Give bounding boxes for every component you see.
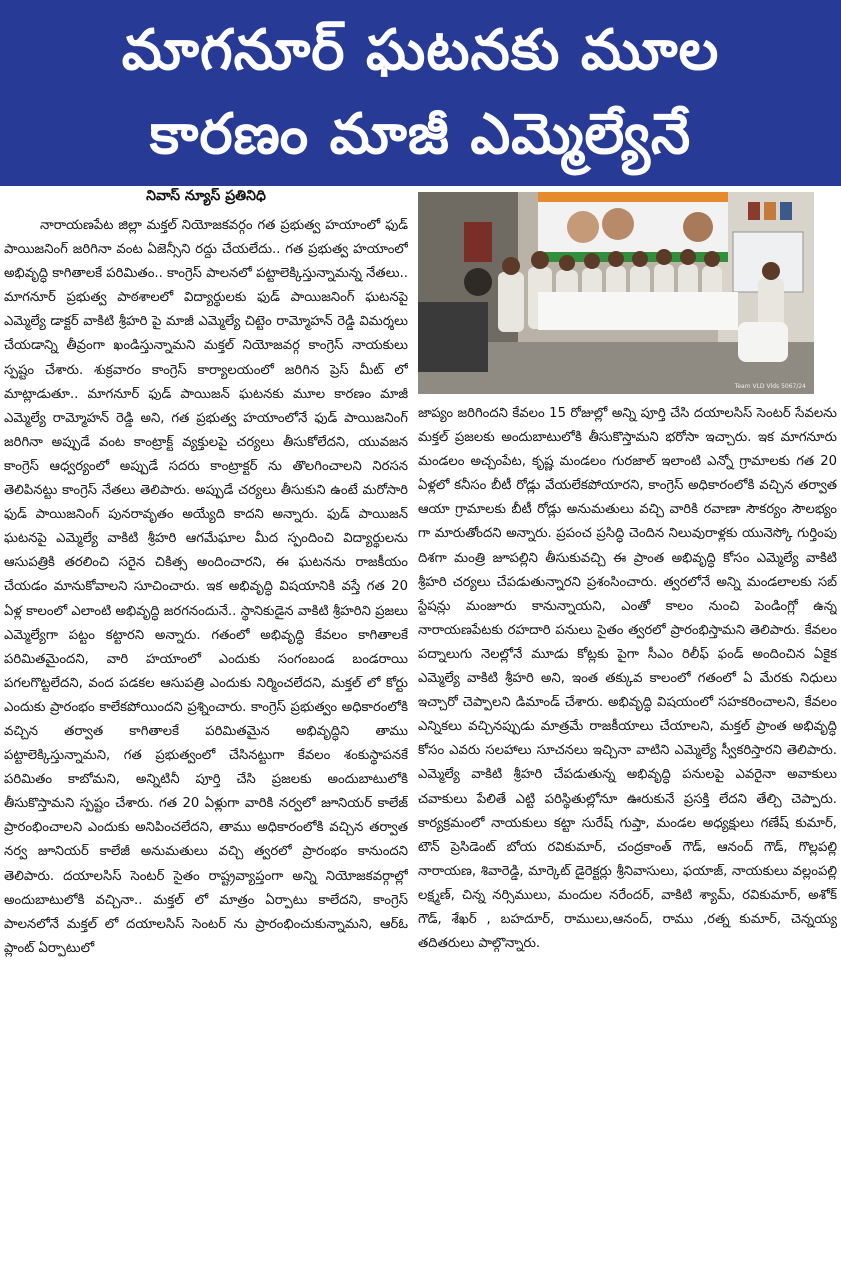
article-column-right	[418, 402, 837, 1274]
press-meet-photo	[418, 192, 814, 394]
article-paragraph: జాప్యం జరిగిందని కేవలం 15 రోజుల్లో అన్ని పూర్తి చేసి దయాలసిస్ సెంటర్ సేవలను మక్తల్ ప్రజలకు అందుబాటులోకి తీసుకొస్తామని భరోసా ఇచ్చారు. ఇక మాగనూరు మండలం అచ్చంపేట, కృష్ణ మండలం గురజాల్ ఇలాంటి ఎన్నో గ్రామాలకు గత 20 ఏళ్లలో కనీసం బీటీ రోడ్లు వేయలేకపోయారని, కాంగ్రెస్ అధికారంలోకి వచ్చిన తర్వాత ఆయా గ్రామాలకు బీటీ రోడ్లు అనుమతులు వచ్చి వారికి రవాణా సౌకర్యం సౌలభ్యం గా మారుతోందని అన్నారు. ప్రపంచ ప్రసిద్ధి చెందిన నిలువురాళ్లకు యునెస్కో గుర్తింపు దిశగా మంత్రి జూపల్లిని తీసుకువచ్చి ఈ ప్రాంత అభివృద్ధి కోసం ఎమ్మెల్యే వాకిటి శ్రీహరి చర్యలు చేపడుతున్నారని ప్రశంసించారు. త్వరలోనే అన్ని మండలాలకు సబ్ స్టేషన్లు మంజూరు కానున్నాయని, ఎంతో కాలం నుంచి పెండింగ్లో ఉన్న నారాయణపేటకు రహదారి పనులు సైతం త్వరలో ప్రారంభిస్తామని తెలిపారు. కేవలం పద్నాలుగు నెలల్లోనే మూడు కోట్లకు పైగా సీఎం రిలీఫ్ ఫండ్ అందించిన ఏకైక ఎమ్మెల్యే వాకిటి శ్రీహరి అని, ఇంత తక్కువ కాలంలో గతంలో ఏ మేరకు నిధులు ఇచ్చారో చెప్పాలని డిమాండ్ చేశారు. అభివృద్ధి విషయంలో సహకరించాలని, కేవలం ఎన్నికలు వచ్చినప్పుడు మాత్రమే రాజకీయాలు చేయాలని, మక్తల్ ప్రాంత అభివృద్ధి కోసం ఎవరు సలహాలు సూచనలు ఇచ్చినా వాటిని ఎమ్మెల్యే స్వీకరిస్తారని తెలిపారు. ఎమ్మెల్యే వాకిటి శ్రీహరి చేపడుతున్న అభివృద్ధి పనులపై ఎవరైనా అవాకులు చవాకులు పేలితే ఎట్టి పరిస్థితుల్లోనూ ఊరుకునే ప్రసక్తి లేదని తేల్చి చెప్పారు. కార్యక్రమంలో నాయకులు కట్టా సురేష్ గుప్తా, మండల అధ్యక్షులు గణేష్ కుమార్, టౌన్ ప్రెసిడెంట్ బోయ రవికుమార్, చంద్రకాంత్ గౌడ్, ఆనంద్ గౌడ్, గొల్లపల్లి నారాయణ, శివారెడ్డి, మార్కెట్ డైరెక్టర్లు శ్రీనివాసులు, ఫయాజ్, నాయకులు వల్లంపల్లి లక్ష్మణ్, చిన్న నర్సిములు, మందుల నరేందర్, వాకిటి శ్యామ్, రవికుమార్, అశోక్ గౌడ్, శేఖర్ , బహదూర్, రాములు,ఆనంద్, రాము ,రత్న కుమార్, చెన్నయ్య తదితరులు పాల్గొన్నారు.	[418, 406, 837, 952]
press-meet-photo-image	[418, 192, 814, 394]
headline-line-2: కారణం మాజీ ఎమ్మెల్యేనే	[149, 102, 692, 167]
headline-banner	[0, 0, 841, 186]
article-column-left	[4, 214, 408, 1274]
headline-line-1: మాగనూర్ ఘటనకు మూల	[121, 18, 720, 83]
article-paragraph: నారాయణపేట జిల్లా మక్తల్ నియోజకవర్గం గత ప్రభుత్వ హయాంలో ఫుడ్ పాయిజనింగ్ జరిగినా వంట ఏజెన్సీని రద్దు చేయలేదు.. గత ప్రభుత్వ హయాంలో అభివృద్ధి కాగితాలకే పరిమితం.. కాంగ్రెస్ పాలనలో పట్టాలెక్కిస్తున్నామన్న నేతలు.. మాగనూర్ ప్రభుత్వ పాఠశాలలో విద్యార్థులకు ఫుడ్ పాయిజనింగ్ ఘటనపై ఎమ్మెల్యే డాక్టర్ వాకిటి శ్రీహరి పై మాజీ ఎమ్మెల్యే చిట్టెం రామ్మోహన్ రెడ్డి విమర్శలు చేయడాన్ని తీవ్రంగా ఖండిస్తున్నామని మక్తల్ నియోజవర్గ కాంగ్రెస్ నాయకులు స్పష్టం చేశారు. శుక్రవారం కాంగ్రెస్ కార్యాలయంలో జరిగిన ప్రెస్ మీట్ లో మాట్లాడుతూ.. మాగనూర్ ఫుడ్ పాయిజన్ ఘటనకు మూల కారణం మాజీ ఎమ్మెల్యే రామ్మోహన్ రెడ్డి అని, గత ప్రభుత్వ హయాంలోనే ఫుడ్ పాయిజనింగ్ జరిగినా అప్పుడే వంట కాంట్రాక్ట్ వ్యక్తులపై చర్యలు తీసుకోలేదని, యువజన కాంగ్రెస్ ఆధ్వర్యంలో అప్పుడే సదరు కాంట్రాక్టర్ ను తొలగించాలని నిరసన తెలిపినట్టు కాంగ్రెస్ నేతలు తెలిపారు. అప్పుడే చర్యలు తీసుకుని ఉంటే మరోసారి ఫుడ్ పాయిజనింగ్ పునరావృతం అయ్యేది కాదని అన్నారు. ఫుడ్ పాయిజన్ ఘటనపై ఎమ్మెల్యే వాకిటి శ్రీహరి ఆగమేఘాల మీద స్పందించి విద్యార్థులను ఆసుపత్రికి తరలించి సరైన చికిత్స అందించారని, ఈ ఘటనను రాజకీయం చేయడం మానుకోవాలని సూచించారు. ఇక అభివృద్ధి విషయానికి వస్తే గత 20 ఏళ్ల కాలంలో ఎలాంటి అభివృద్ధి జరగనందునే.. స్థానికుడైన వాకిటి శ్రీహరిని ప్రజలు ఎమ్మెల్యేగా పట్టం కట్టారని అన్నారు. గతంలో అభివృద్ధి కేవలం కాగితాలకే పరిమితమైందని, వారి హయాంలో ఎందుకు సంగంబండ బండరాయి పగలగొట్టలేదని, వంద పడకల ఆసుపత్రి ఎందుకు నిర్మించలేదని, మక్తల్ లో కోర్టు ఎందుకు ప్రారంభం కాలేకపోయిందని ప్రశ్నించారు. కాంగ్రెస్ ప్రభుత్వం అధికారంలోకి వచ్చిన తర్వాత కాగితాలకే పరిమితమైన అభివృద్ధిని తాము పట్టాలెక్కిస్తున్నామని, గత ప్రభుత్వంలో చేసినట్టుగా కేవలం శంకుస్థాపనకే పరిమితం కాబోమని, అన్నిటినీ పూర్తి చేసి ప్రజలకు అందుబాటులోకి తీసుకొస్తామని స్పష్టం చేశారు. గత 20 ఏళ్లుగా వారికి నర్వలో జూనియర్ కాలేజ్ ప్రారంభించాలని ఎందుకు అనిపించలేదని, తాము అధికారంలోకి వచ్చిన తర్వాత నర్వ జూనియర్ కాలేజీ అనుమతులు వచ్చి త్వరలో ప్రారంభం కానుందని తెలిపారు. దయాలసిస్ సెంటర్ సైతం రాష్ట్రవ్యాప్తంగా అన్ని నియోజకవర్గాల్లో అందుబాటులోకి వచ్చినా.. మక్తల్ లో మాత్రం ఏర్పాటు కాలేదని, కాంగ్రెస్ పాలనలోనే మక్తల్ లో దయాలసిస్ సెంటర్ ను ప్రారంభించుకున్నామని, ఆర్ఓ ప్లాంట్ ఏర్పాటులో	[4, 218, 408, 956]
photo-caption: Team VLD Vlds 5067/24	[734, 383, 806, 390]
byline: నివాస్ న్యూస్ ప్రతినిధి	[146, 188, 266, 204]
